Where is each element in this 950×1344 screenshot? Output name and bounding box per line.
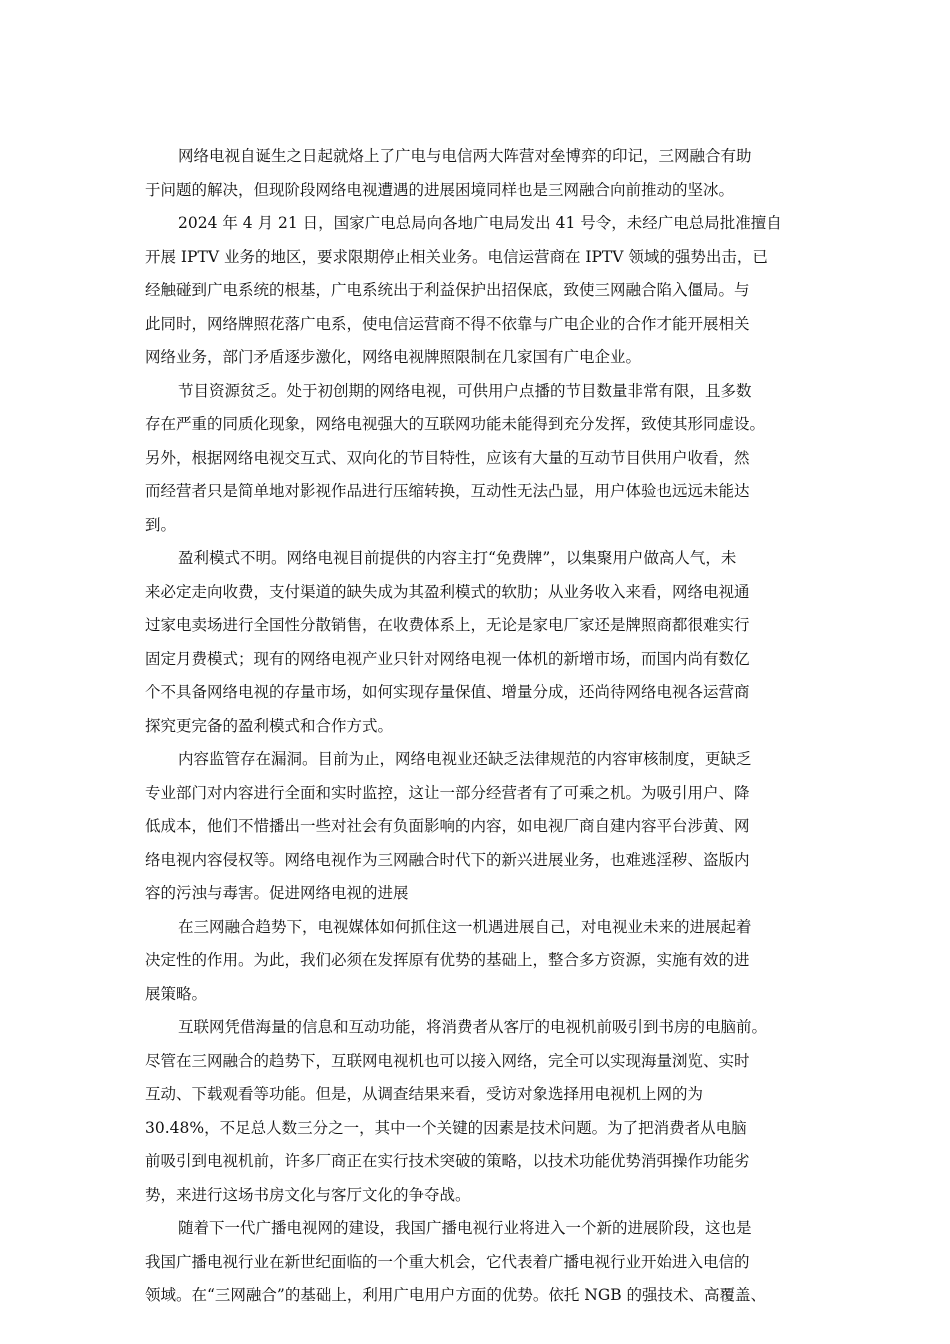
paragraph-line: 存在严重的同质化现象，网络电视强大的互联网功能未能得到充分发挥，致使其形同虚设。	[145, 415, 766, 433]
paragraph-line: 经触碰到广电系统的根基，广电系统出于利益保护出招保底，致使三网融合陷入僵局。与	[145, 281, 750, 299]
document-body	[145, 140, 810, 1313]
paragraph-first-line: 在三网融合趋势下，电视媒体如何抓住这一机遇进展自己，对电视业未来的进展起着	[178, 917, 752, 936]
paragraph-first-line: 内容监管存在漏洞。目前为止，网络电视业还缺乏法律规范的内容审核制度，更缺乏	[178, 750, 752, 768]
paragraph-line: 互动、下载观看等功能。但是，从调查结果来看，受访对象选择用电视机上网的为	[145, 1085, 704, 1103]
paragraph-line: 展策略。	[145, 984, 208, 1003]
paragraph-line: 专业部门对内容进行全面和实时监控，这让一部分经营者有了可乘之机。为吸引用户、降	[145, 783, 750, 802]
paragraph-line: 络电视内容侵权等。网络电视作为三网融合时代下的新兴进展业务，也难逃淫秽、盗版内	[145, 850, 750, 869]
paragraph-first-line: 网络电视自诞生之日起就烙上了广电与电信两大阵营对垒博弈的印记，三网融合有助	[178, 147, 752, 165]
paragraph-line: 容的污浊与毒害。促进网络电视的进展	[145, 884, 409, 902]
paragraph-line: 此同时，网络牌照花落广电系，使电信运营商不得不依靠与广电企业的合作才能开展相关	[145, 314, 750, 333]
paragraph-first-line: 互联网凭借海量的信息和互动功能，将消费者从客厅的电视机前吸引到书房的电脑前。	[178, 1018, 768, 1036]
paragraph-line: 来必定走向收费，支付渠道的缺失成为其盈利模式的软肋；从业务收入来看，网络电视通	[145, 582, 750, 601]
paragraph-first-line: 节目资源贫乏。处于初创期的网络电视，可供用户点播的节目数量非常有限，且多数	[178, 381, 752, 400]
paragraph-line: 决定性的作用。为此，我们必须在发挥原有优势的基础上，整合多方资源，实施有效的进	[145, 951, 750, 969]
paragraph-line: 而经营者只是简单地对影视作品进行压缩转换，互动性无法凸显，用户体验也远远未能达	[145, 482, 750, 500]
paragraph-first-line: 随着下一代广播电视网的建设，我国广播电视行业将进入一个新的进展阶段，这也是	[178, 1219, 752, 1237]
paragraph-line: 开展 IPTV 业务的地区，要求限期停止相关业务。电信运营商在 IPTV 领域的强势出击，已	[145, 247, 768, 266]
paragraph-line: 尽管在三网融合的趋势下，互联网电视机也可以接入网络，完全可以实现海量浏览、实时	[145, 1051, 750, 1070]
paragraph-line: 低成本，他们不惜播出一些对社会有负面影响的内容，如电视厂商自建内容平台涉黄、网	[145, 817, 750, 835]
paragraph-first-line: 盈利模式不明。网络电视目前提供的内容主打“免费牌”，以集聚用户做高人气，未	[178, 549, 737, 567]
paragraph-line: 我国广播电视行业在新世纪面临的一个重大机会，它代表着广播电视行业开始进入电信的	[145, 1252, 750, 1271]
paragraph-line: 固定月费模式；现有的网络电视产业只针对网络电视一体机的新增市场，而国内尚有数亿	[145, 649, 750, 668]
paragraph-line: 另外，根据网络电视交互式、双向化的节目特性，应该有大量的互动节目供用户收看，然	[145, 448, 750, 467]
paragraph-line: 个不具备网络电视的存量市场，如何实现存量保值、增量分成，还尚待网络电视各运营商	[145, 683, 750, 701]
paragraph-line: 于问题的解决，但现阶段网络电视遭遇的进展困境同样也是三网融合向前推动的坚冰。	[145, 180, 735, 199]
paragraph-line: 网络业务，部门矛盾逐步激化，网络电视牌照限制在几家国有广电企业。	[145, 348, 642, 366]
paragraph-line: 势，来进行这场书房文化与客厅文化的争夺战。	[145, 1185, 471, 1204]
paragraph-first-line: 2024 年 4 月 21 日，国家广电总局向各地广电局发出 41 号令，未经广电总局批准擅自	[178, 214, 782, 232]
paragraph-line: 前吸引到电视机前，许多厂商正在实行技术突破的策略，以技术功能优势消弭操作功能劣	[145, 1152, 750, 1170]
paragraph-line: 领域。在“三网融合”的基础上，利用广电用户方面的优势。依托 NGB 的强技术、高覆盖、	[145, 1286, 767, 1304]
paragraph-line: 探究更完备的盈利模式和合作方式。	[145, 716, 394, 735]
paragraph-line: 过家电卖场进行全国性分散销售，在收费体系上，无论是家电厂家还是牌照商都很难实行	[145, 616, 750, 634]
paragraph-line: 30.48%，不足总人数三分之一，其中一个关键的因素是技术问题。为了把消费者从电脑	[145, 1118, 747, 1137]
paragraph-line: 到。	[145, 515, 177, 534]
